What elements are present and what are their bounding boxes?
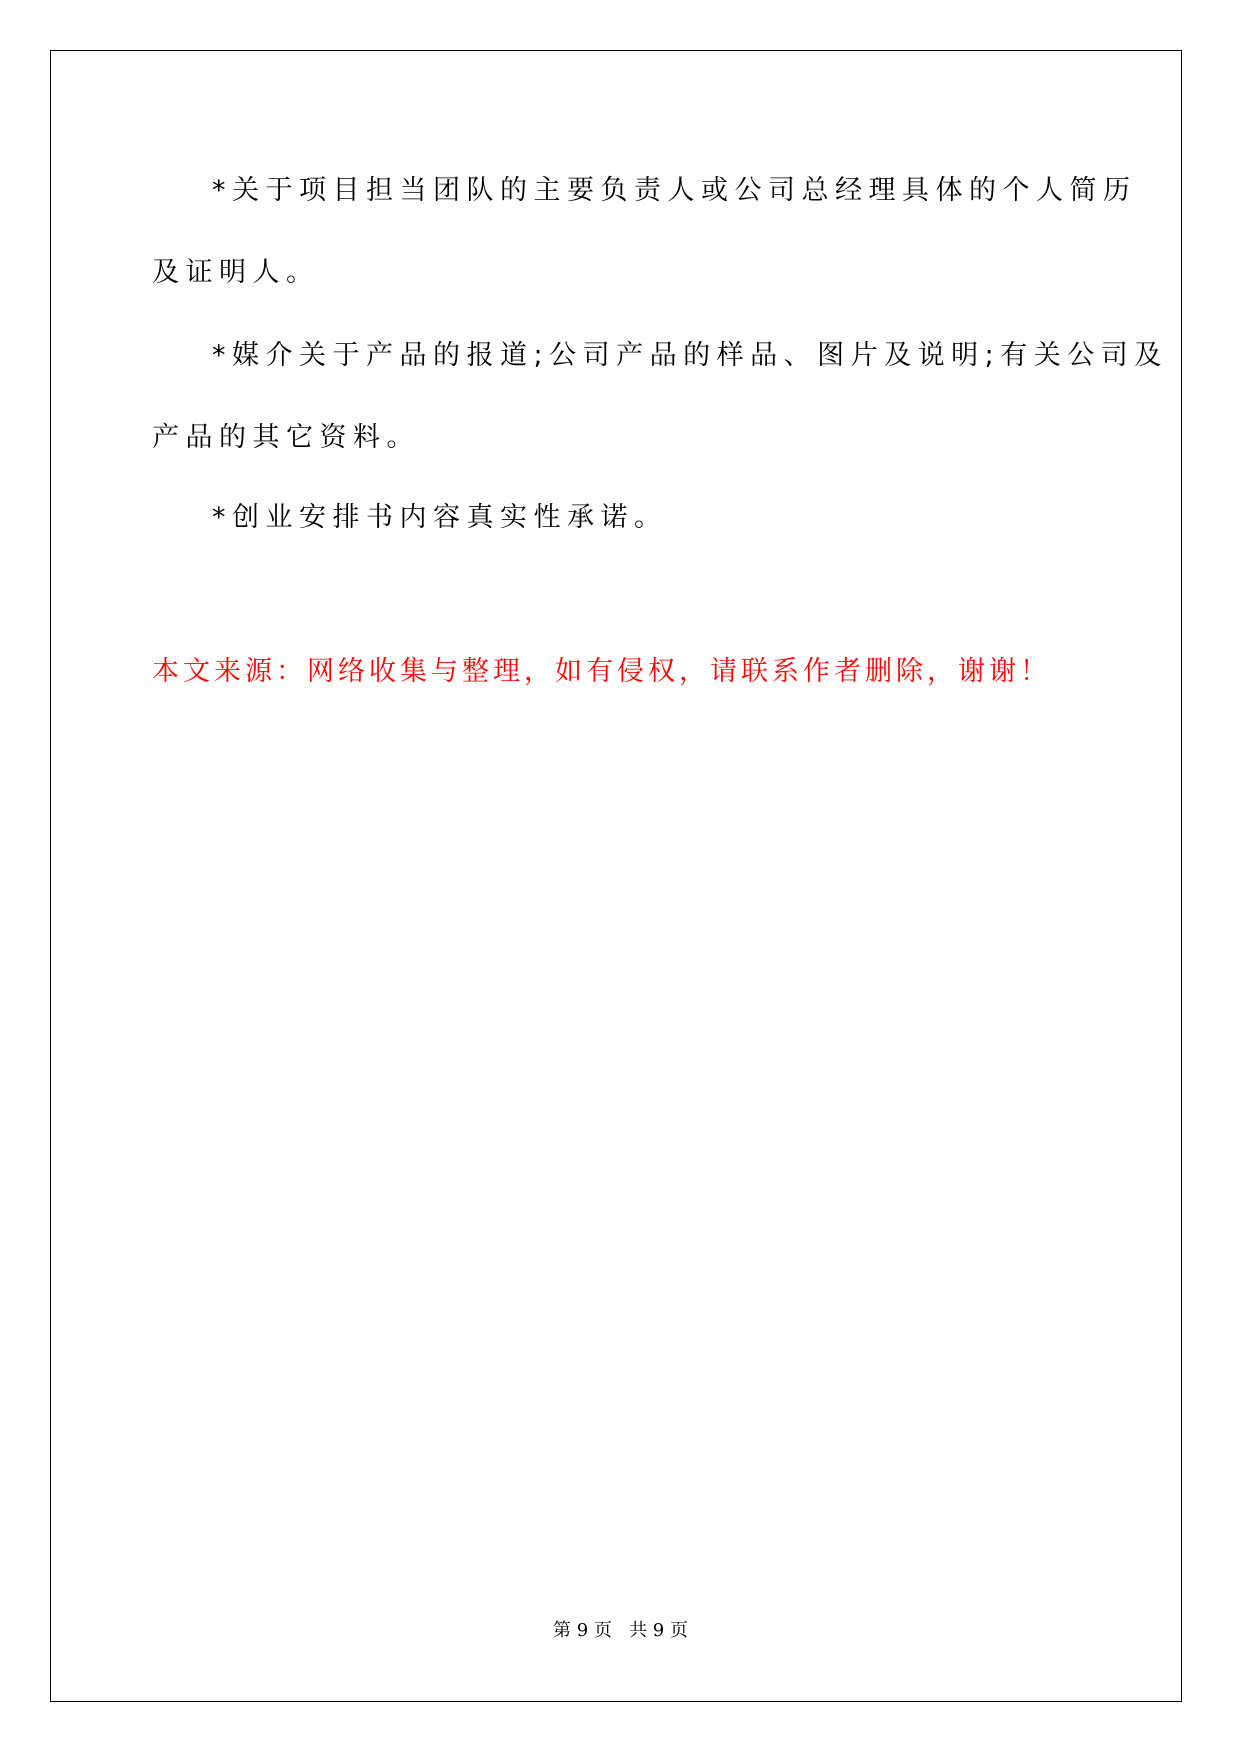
paragraph-media-reports-line-1: *媒介关于产品的报道;公司产品的样品、图片及说明;有关公司及 — [212, 340, 1168, 371]
page-total: 共 9 页 — [629, 1620, 688, 1641]
paragraph-authenticity-pledge: *创业安排书内容真实性承诺。 — [212, 502, 668, 533]
paragraph-team-resume-line-2: 及证明人。 — [152, 257, 320, 288]
paragraph-media-reports-line-2: 产品的其它资料。 — [152, 422, 420, 453]
page-frame — [50, 50, 1182, 1702]
page-footer — [0, 1621, 1241, 1641]
source-note: 本文来源：网络收集与整理，如有侵权，请联系作者删除，谢谢！ — [152, 656, 1051, 687]
page-number: 第 9 页 — [553, 1620, 612, 1641]
paragraph-team-resume-line-1: *关于项目担当团队的主要负责人或公司总经理具体的个人简历 — [212, 175, 1137, 206]
